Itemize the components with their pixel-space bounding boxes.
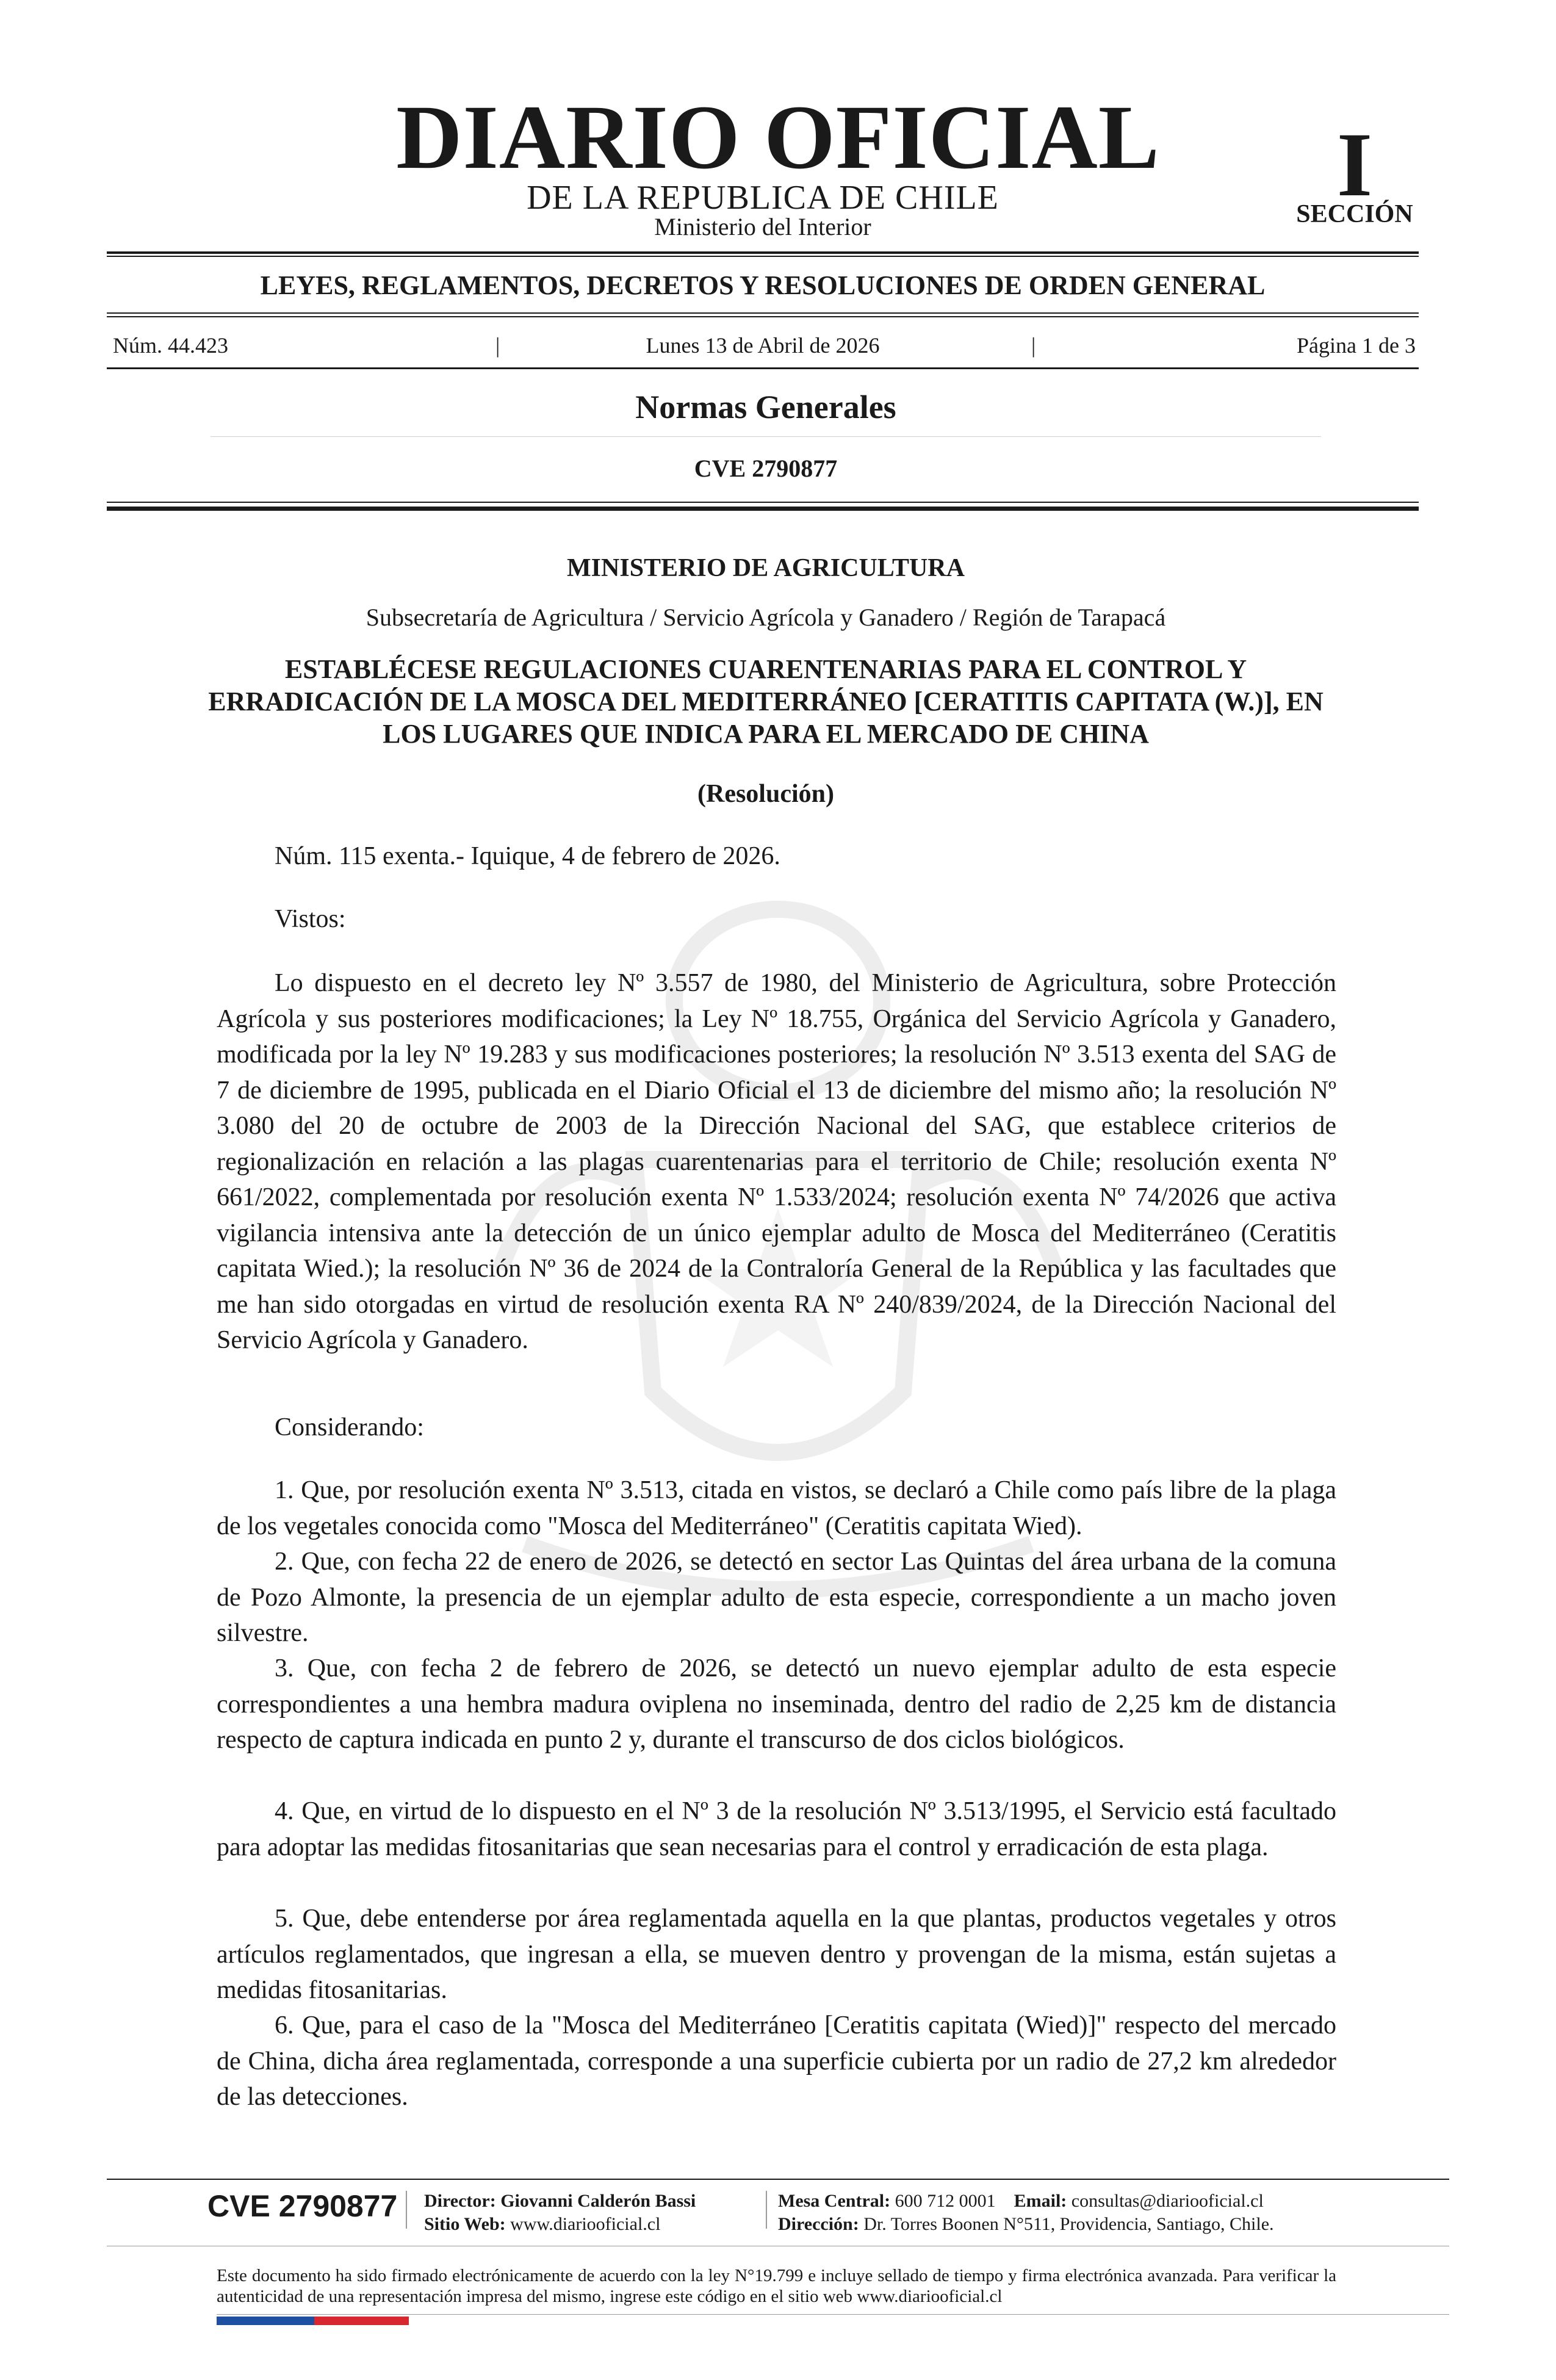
considerando-item: 6. Que, para el caso de la "Mosca del Mediterráneo [Ceratitis capitata (Wied)]" respecto del mercado de China, dicha área reglamentada, corresponde a una superficie cubierta por un radio de 27,2 km alrededor de las detecciones. bbox=[217, 2011, 1336, 2111]
newspaper-ministry: Ministerio del Interior bbox=[654, 213, 871, 240]
considerando-item: 1. Que, por resolución exenta Nº 3.513, citada en vistos, se declaró a Chile como país libre de la plaga de los vegetales conocida como "Mosca del Mediterráneo" (Ceratitis capitata Wied). bbox=[217, 1476, 1336, 1540]
issue-rule bbox=[107, 367, 1419, 369]
issue-page: Página 1 de 3 bbox=[1297, 333, 1416, 358]
footer-director-name: Giovanni Calderón Bassi bbox=[500, 2191, 696, 2211]
vistos-label: Vistos: bbox=[275, 905, 346, 933]
newspaper-title: DIARIO OFICIAL bbox=[396, 87, 1160, 188]
footer-rule-bottom bbox=[217, 2314, 1449, 2315]
issue-separator: | bbox=[1031, 333, 1036, 358]
footer-address-label: Dirección: bbox=[778, 2214, 859, 2234]
footer-email-label: Email: bbox=[1014, 2191, 1067, 2211]
newspaper-subtitle: DE LA REPUBLICA DE CHILE bbox=[527, 179, 999, 217]
footer-rule-top bbox=[107, 2179, 1449, 2180]
issue-number: Núm. 44.423 bbox=[113, 333, 228, 358]
section-number: I bbox=[1336, 114, 1373, 215]
footer-mesa-phone: 600 712 0001 bbox=[895, 2191, 996, 2211]
considerando-label: Considerando: bbox=[275, 1413, 424, 1441]
cve-heading: CVE 2790877 bbox=[694, 455, 838, 482]
ministry-heading: MINISTERIO DE AGRICULTURA bbox=[567, 554, 965, 582]
footer-address-value: Dr. Torres Boonen N°511, Providencia, Santiago, Chile. bbox=[863, 2214, 1274, 2234]
vistos-paragraph: Lo dispuesto en el decreto ley Nº 3.557 de 1980, del Ministerio de Agricultura, sobre Protección Agrícola y sus posteriores modificaciones; la Ley Nº 18.755, Orgánica del Servicio Agrícola y Ganadero, modificada por la ley Nº 19.283 y sus modificaciones posteriores; la resolución Nº 3.513 exenta del SAG de 7 de diciembre de 1995, publicada en el Diario Oficial el 13 de diciembre del mismo año; la resolución Nº 3.080 del 20 de octubre de 2003 de la Dirección Nacional del SAG, que establece criterios de regionalización en relación a las plagas cuarentenarias para el territorio de Chile; resolución exenta Nº 661/2022, complementada por resolución exenta Nº 1.533/2024; resolución exenta Nº 74/2026 que activa vigilancia intensiva ante la detección de un único ejemplar adulto de Mosca del Mediterráneo (Ceratitis capitata Wied.); la resolución Nº 36 de 2024 de la Contraloría General de la República y las facultades que me han sido otorgadas en virtud de resolución exenta RA Nº 240/839/2024, de la Dirección Nacional del Servicio Agrícola y Ganadero. bbox=[217, 969, 1336, 1354]
footer-signature-note: Este documento ha sido firmado electrónicamente de acuerdo con la ley N°19.799 e incluye sellado de tiempo y firma electrónica avanzada. Para verificar la autenticidad de una representación impresa del mismo, ingrese este código en el sitio web www.diariooficial.cl bbox=[217, 2266, 1336, 2306]
heading-rule-thin bbox=[107, 502, 1419, 503]
section-heading: Normas Generales bbox=[635, 389, 896, 425]
footer-address bbox=[778, 2215, 1274, 2234]
footer-website-link[interactable]: www.diariooficial.cl bbox=[510, 2214, 661, 2234]
considerando-item: 4. Que, en virtud de lo dispuesto en el Nº 3 de la resolución Nº 3.513/1995, el Servicio está facultado para adoptar las medidas fitosanitarias que sean necesarias para el control y erradicación de esta plaga. bbox=[217, 1797, 1336, 1861]
footer-email-link[interactable]: consultas@diariooficial.cl bbox=[1071, 2191, 1264, 2211]
footer-director-label: Director: bbox=[424, 2191, 496, 2211]
considerando-item: 3. Que, con fecha 2 de febrero de 2026, se detectó un nuevo ejemplar adulto de esta especie correspondientes a una hembra madura oviplena no inseminada, dentro del radio de 2,25 km de distancia respecto de captura indicada en punto 2 y, durante el transcurso de dos ciclos biológicos. bbox=[217, 1654, 1336, 1754]
footer-director bbox=[424, 2192, 696, 2210]
footer-website-label: Sitio Web: bbox=[424, 2214, 506, 2234]
subsecretaria: Subsecretaría de Agricultura / Servicio Agrícola y Ganadero / Región de Tarapacá bbox=[366, 604, 1166, 631]
flag-stripe-red bbox=[314, 2317, 409, 2325]
footer-divider bbox=[766, 2191, 767, 2229]
resolution-number-line: Núm. 115 exenta.- Iquique, 4 de febrero de 2026. bbox=[275, 842, 780, 870]
considerando-item: 2. Que, con fecha 22 de enero de 2026, se detectó en sector Las Quintas del área urbana de la comuna de Pozo Almonte, la presencia de un ejemplar adulto de esta especie, correspondiente a un macho joven silvestre. bbox=[217, 1548, 1336, 1647]
footer-mesa-label: Mesa Central: bbox=[778, 2191, 891, 2211]
issue-separator: | bbox=[495, 333, 500, 358]
masthead-rule-bottom bbox=[107, 256, 1419, 257]
footer-contact bbox=[778, 2192, 1264, 2210]
heading-rule-thick bbox=[107, 507, 1419, 511]
issue-date: Lunes 13 de Abril de 2026 bbox=[646, 333, 880, 358]
resolution-title: ESTABLÉCESE REGULACIONES CUARENTENARIAS PARA EL CONTROL Y ERRADICACIÓN DE LA MOSCA DEL MEDITERRÁNEO [CERATITIS CAPITATA (W.)], EN LOS LUGARES QUE INDICA PARA EL MERCADO DE CHINA bbox=[208, 654, 1324, 749]
section-label: SECCIÓN bbox=[1296, 200, 1413, 228]
footer-cve: CVE 2790877 bbox=[207, 2189, 398, 2223]
section-heading-rule bbox=[211, 436, 1321, 437]
footer-divider bbox=[406, 2191, 407, 2229]
masthead-rule-top bbox=[107, 251, 1419, 254]
laws-rule-bottom bbox=[107, 316, 1419, 317]
laws-rule-top bbox=[107, 312, 1419, 314]
footer-website bbox=[424, 2215, 660, 2234]
laws-line: LEYES, REGLAMENTOS, DECRETOS Y RESOLUCIONES DE ORDEN GENERAL bbox=[260, 270, 1266, 300]
flag-stripe-blue bbox=[217, 2317, 314, 2325]
considerando-item: 5. Que, debe entenderse por área reglamentada aquella en la que plantas, productos vegetales y otros artículos reglamentados, que ingresan a ella, se mueven dentro y provengan de la misma, están sujetas a medidas fitosanitarias. bbox=[217, 1905, 1336, 2004]
resolution-kind: (Resolución) bbox=[697, 780, 834, 808]
